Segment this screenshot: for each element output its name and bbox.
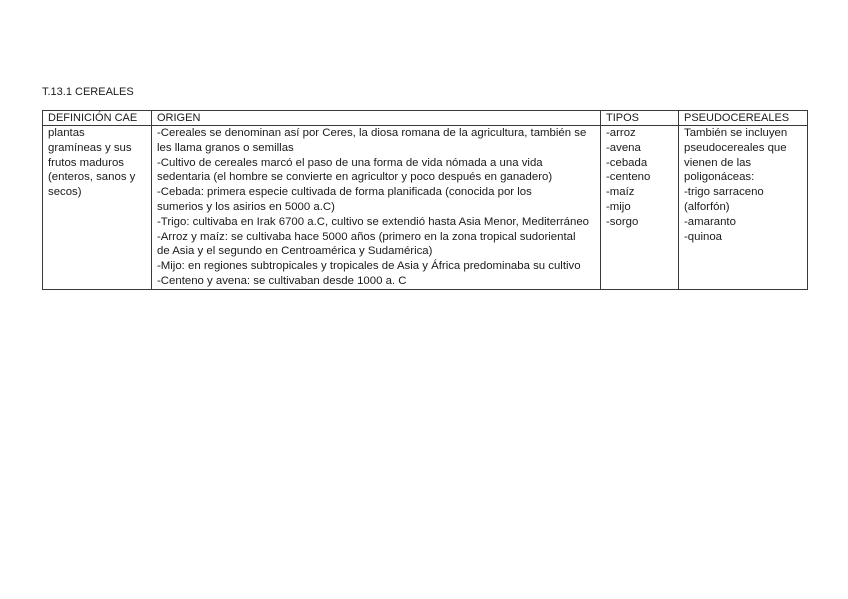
table-row bbox=[43, 126, 808, 290]
origen-line: sedentaria (el hombre se convierte en agricultor y poco después en ganadero) bbox=[157, 171, 553, 184]
header-definicion: DEFINICIÓN CAE bbox=[43, 111, 152, 126]
origen-line: -Cebada: primera especie cultivada de forma planificada (conocida por los bbox=[157, 186, 532, 199]
tipo-item: -maíz bbox=[606, 186, 635, 199]
pseudocereales-line: -amaranto bbox=[684, 215, 736, 228]
definicion-line: (enteros, sanos y bbox=[48, 171, 136, 184]
pseudocereales-line: vienen de las bbox=[684, 156, 752, 169]
tipo-item: -centeno bbox=[606, 171, 651, 184]
origen-line: -Trigo: cultivaba en Irak 6700 a.C, cultivo se extendió hasta Asia Menor, Mediterráneo bbox=[157, 215, 590, 228]
pseudocereales-line: -quinoa bbox=[684, 230, 722, 243]
pseudocereales-line: poligonáceas: bbox=[684, 171, 755, 184]
origen-cell bbox=[152, 126, 601, 290]
pseudocereales-line: pseudocereales que bbox=[684, 141, 787, 154]
tipo-item: -mijo bbox=[606, 200, 631, 213]
origen-line: de Asia y el segundo en Centroamérica y Sudamérica) bbox=[157, 245, 433, 258]
pseudocereales-line: (alforfón) bbox=[684, 200, 730, 213]
tipo-item: -sorgo bbox=[606, 215, 639, 228]
pseudocereales-line: También se incluyen bbox=[684, 127, 788, 139]
definicion-line: secos) bbox=[48, 186, 82, 199]
definicion-line: plantas bbox=[48, 127, 85, 139]
origen-line: -Centeno y avena: se cultivaban desde 1000 a. C bbox=[157, 274, 407, 287]
origen-line: -Cereales se denominan así por Ceres, la diosa romana de la agricultura, también se bbox=[157, 127, 587, 139]
tipo-item: -arroz bbox=[606, 127, 636, 139]
definicion-line: frutos maduros bbox=[48, 156, 124, 169]
table-header-row bbox=[43, 111, 808, 126]
tipos-cell bbox=[601, 126, 679, 290]
definicion-line: gramíneas y sus bbox=[48, 141, 132, 154]
header-origen: ORIGEN bbox=[152, 111, 601, 126]
pseudocereales-cell bbox=[679, 126, 808, 290]
cereals-table bbox=[42, 110, 808, 290]
header-tipos: TIPOS bbox=[601, 111, 679, 126]
tipo-item: -cebada bbox=[606, 156, 648, 169]
header-pseudocereales: PSEUDOCEREALES bbox=[679, 111, 808, 126]
document-title: T.13.1 CEREALES bbox=[42, 86, 134, 98]
origen-line: sumerios y los asirios en 5000 a.C) bbox=[157, 200, 335, 213]
pseudocereales-line: -trigo sarraceno bbox=[684, 186, 764, 199]
origen-line: -Cultivo de cereales marcó el paso de una forma de vida nómada a una vida bbox=[157, 156, 543, 169]
definicion-cell bbox=[43, 126, 152, 290]
origen-line: -Mijo: en regiones subtropicales y tropicales de Asia y África predominaba su cultivo bbox=[157, 260, 581, 273]
tipo-item: -avena bbox=[606, 141, 641, 154]
origen-line: -Arroz y maíz: se cultivaba hace 5000 años (primero en la zona tropical sudoriental bbox=[157, 230, 576, 243]
origen-line: les llama granos o semillas bbox=[157, 141, 294, 154]
